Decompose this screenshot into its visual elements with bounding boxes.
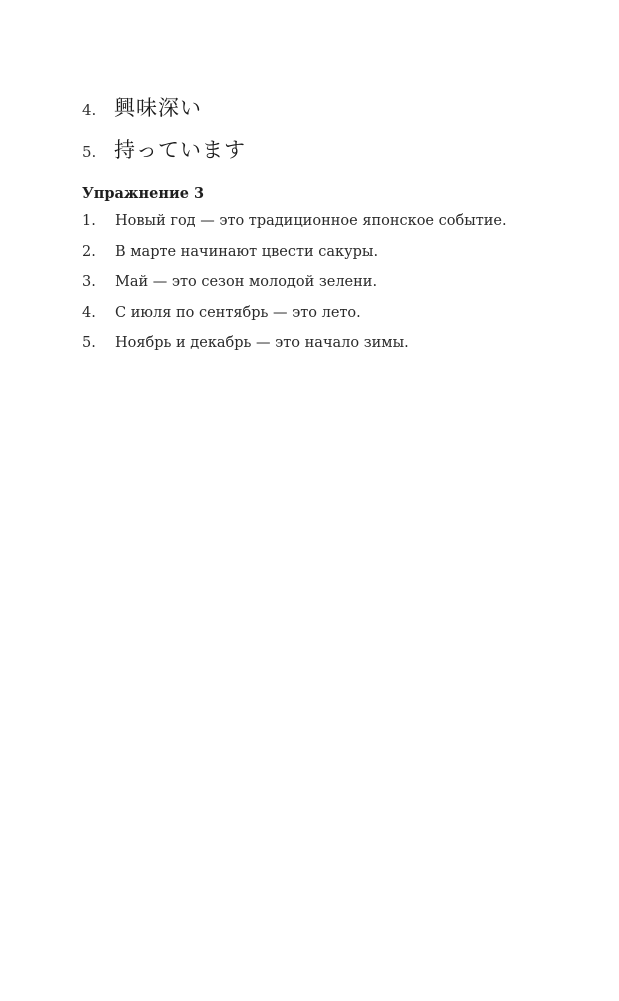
exercise-section [82,184,582,363]
list-item [82,332,582,363]
item-number: 5. [82,143,97,161]
list-item [82,271,582,302]
item-number: 3. [82,274,96,290]
item-number: 1. [82,213,96,229]
japanese-answer-list [82,92,562,176]
item-number: 5. [82,335,96,351]
item-number: 4. [82,101,97,119]
list-item [82,134,562,176]
list-item [82,302,582,333]
list-item [82,241,582,272]
item-number: 2. [82,243,96,260]
answer-text: В марте начинают цвести сакуры. [115,243,379,260]
exercise-heading: Упражнение 3 [82,185,205,202]
answer-text: С июля по сентябрь — это лето. [115,304,361,321]
list-item [82,210,582,241]
item-number: 4. [82,304,96,321]
japanese-answer-text: 持っています [114,138,246,162]
answer-text: Ноябрь и декабрь — это начало зимы. [115,335,409,351]
japanese-answer-text: 興味深い [114,96,202,120]
answer-text: Май — это сезон молодой зелени. [115,274,378,290]
answer-text: Новый год — это традиционное японское событие. [115,213,507,229]
list-item [82,92,562,134]
